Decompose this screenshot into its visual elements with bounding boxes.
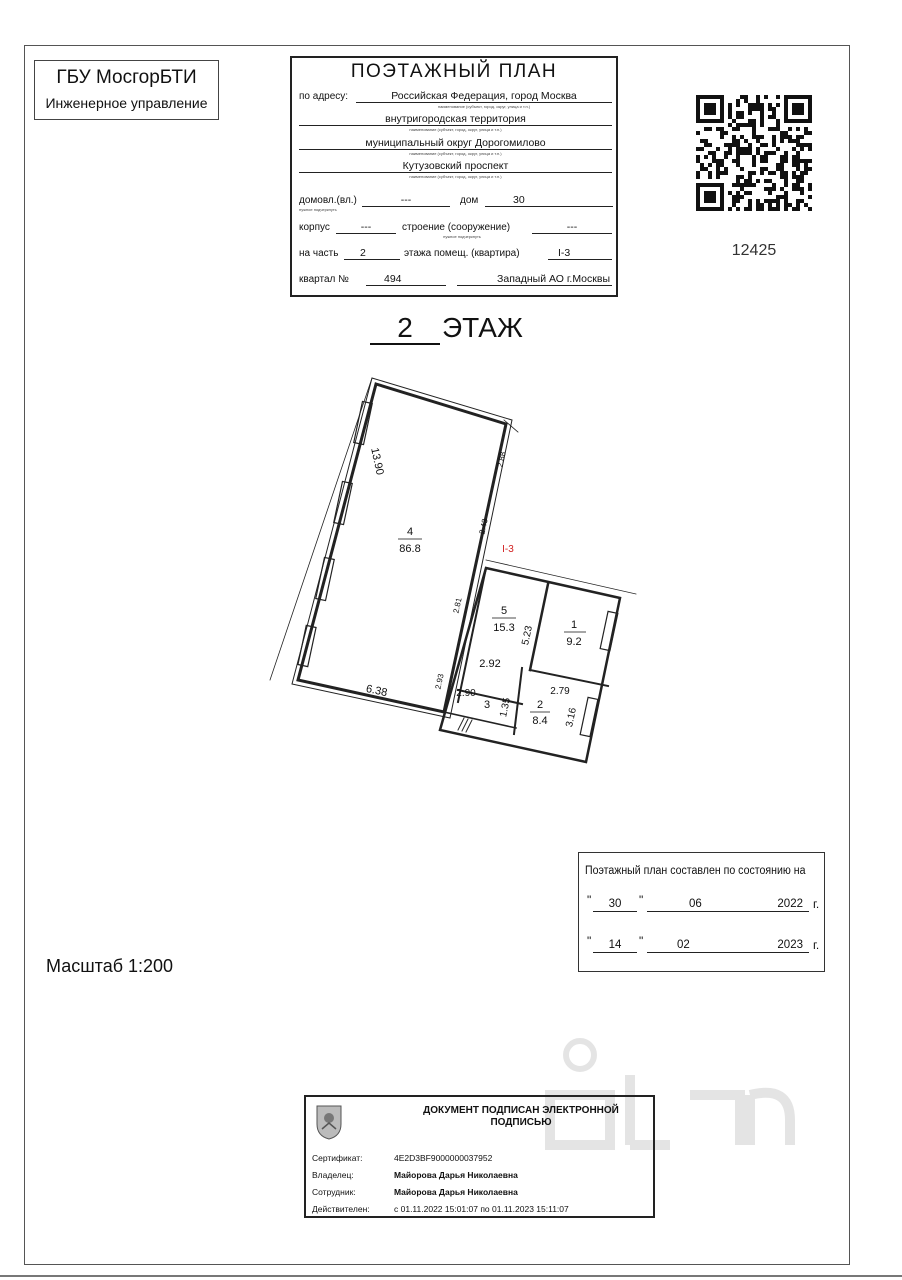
floor-heading [370, 312, 523, 345]
floor-word: ЭТАЖ [442, 312, 523, 343]
quote-close-2: " [639, 934, 644, 948]
quarter-value: 494 [366, 273, 446, 286]
dim-6-38: 6.38 [364, 682, 389, 700]
date2-day: 14 [593, 938, 637, 953]
organization-name: ГБУ МосгорБТИ [56, 67, 197, 88]
part-value: 2 [344, 247, 400, 260]
dim-2-79: 2.79 [550, 686, 570, 697]
date1-month: 06 [647, 897, 765, 912]
room-4-area: 86.8 [399, 543, 421, 555]
quote-open-1: " [587, 893, 592, 907]
apartment-marker: I-3 [502, 544, 514, 555]
document-title: ПОЭТАЖНЫЙ ПЛАН [350, 61, 558, 82]
korpus-value: --- [336, 221, 396, 234]
dim-2-93: 2.93 [433, 672, 446, 691]
date2-month: 02 [647, 938, 765, 953]
room-3-number: 3 [483, 699, 491, 711]
employee-value: Майорова Дарья Николаевна [394, 1187, 518, 1197]
ownership-note: нужное подчеркнуть [299, 207, 337, 212]
room-2-number: 2 [536, 699, 544, 711]
room-5-area: 15.3 [493, 622, 515, 634]
dim-1-35: 1.35 [498, 696, 513, 719]
owner-value: Майорова Дарья Николаевна [394, 1170, 518, 1180]
date1-day: 30 [593, 897, 637, 912]
valid-label: Действителен: [312, 1204, 370, 1214]
district-value: Западный АО г.Москвы [457, 273, 612, 286]
floor-plan-drawing [268, 372, 640, 772]
building-note: нужное подчеркнуть [443, 234, 481, 239]
part-label: на часть [299, 248, 339, 259]
dim-2-43: 2.43 [477, 517, 490, 536]
date1-year: 2022 [765, 897, 809, 912]
quote-close-1: " [639, 893, 644, 907]
floor-label: этажа помещ. (квартира) [404, 248, 520, 259]
floor-plan-header [290, 56, 618, 297]
address-line-1: Российская Федерация, город Москва [356, 90, 612, 103]
room-1-area: 9.2 [566, 636, 582, 648]
room-5-number: 5 [500, 605, 508, 617]
house-label: дом [460, 195, 479, 206]
qr-code-icon [696, 95, 812, 211]
building-value: --- [532, 221, 612, 234]
valid-value: с 01.11.2022 15:01:07 по 01.11.2023 15:11:07 [394, 1204, 569, 1214]
floor-number: 2 [370, 313, 440, 345]
bottom-divider [0, 1275, 902, 1277]
room-4-number: 4 [406, 526, 414, 538]
owner-label: Владелец: [312, 1170, 354, 1180]
korpus-label: корпус [299, 222, 330, 233]
plan-status-box [578, 852, 825, 972]
address-note-1: наименование (субъект, город, округ, улица и т.п.) [437, 104, 531, 109]
employee-label: Сотрудник: [312, 1187, 356, 1197]
electronic-signature-box [304, 1095, 655, 1218]
house-value: 30 [485, 194, 613, 207]
address-note-3: наименование (субъект, город, округ, улица и т.п.) [409, 151, 502, 156]
ownership-label: домовл.(вл.) [299, 195, 357, 206]
address-line-2: внутригородская территория [299, 113, 612, 126]
address-label: по адресу: [299, 91, 349, 102]
dim-3-16: 3.16 [564, 706, 579, 729]
room-2-area: 8.4 [532, 715, 548, 727]
dim-5-23: 5.23 [520, 624, 535, 647]
address-note-2: наименование (субъект, город, округ, улица и т.п.) [409, 127, 502, 132]
year-suffix-2: г. [813, 938, 820, 952]
status-text: Поэтажный план составлен по состоянию на [585, 865, 806, 877]
dim-2-92: 2.92 [479, 658, 501, 670]
quarter-label: квартал № [299, 274, 349, 285]
dim-2-90: 2.90 [456, 688, 476, 699]
address-note-4: наименование (субъект, город, округ, улица и т.п.) [409, 174, 502, 179]
year-suffix-1: г. [813, 897, 820, 911]
certificate-label: Сертификат: [312, 1153, 363, 1163]
window-bays [298, 401, 618, 736]
room-1-number: 1 [570, 619, 578, 631]
floor-premises-value: I-3 [548, 247, 612, 260]
address-line-3: муниципальный округ Дорогомилово [299, 137, 612, 150]
quote-open-2: " [587, 934, 592, 948]
scale-label: Масштаб 1:200 [46, 956, 174, 976]
date2-year: 2023 [765, 938, 809, 953]
document-number: 12425 [731, 242, 777, 259]
signature-title: ДОКУМЕНТ ПОДПИСАН ЭЛЕКТРОННОЙ ПОДПИСЬЮ [423, 1105, 619, 1128]
moscow-emblem-icon [314, 1103, 344, 1141]
address-line-4: Кутузовский проспект [299, 160, 612, 173]
dim-13-90: 13.90 [368, 446, 386, 477]
building-label: строение (сооружение) [402, 222, 511, 233]
dim-2-88: 2.88 [495, 450, 508, 469]
ownership-value: --- [362, 194, 450, 207]
organization-department: Инженерное управление [45, 95, 208, 111]
certificate-value: 4E2D3BF9000000037952 [394, 1153, 493, 1163]
organization-box [34, 60, 219, 120]
dim-2-81: 2.81 [451, 596, 464, 615]
